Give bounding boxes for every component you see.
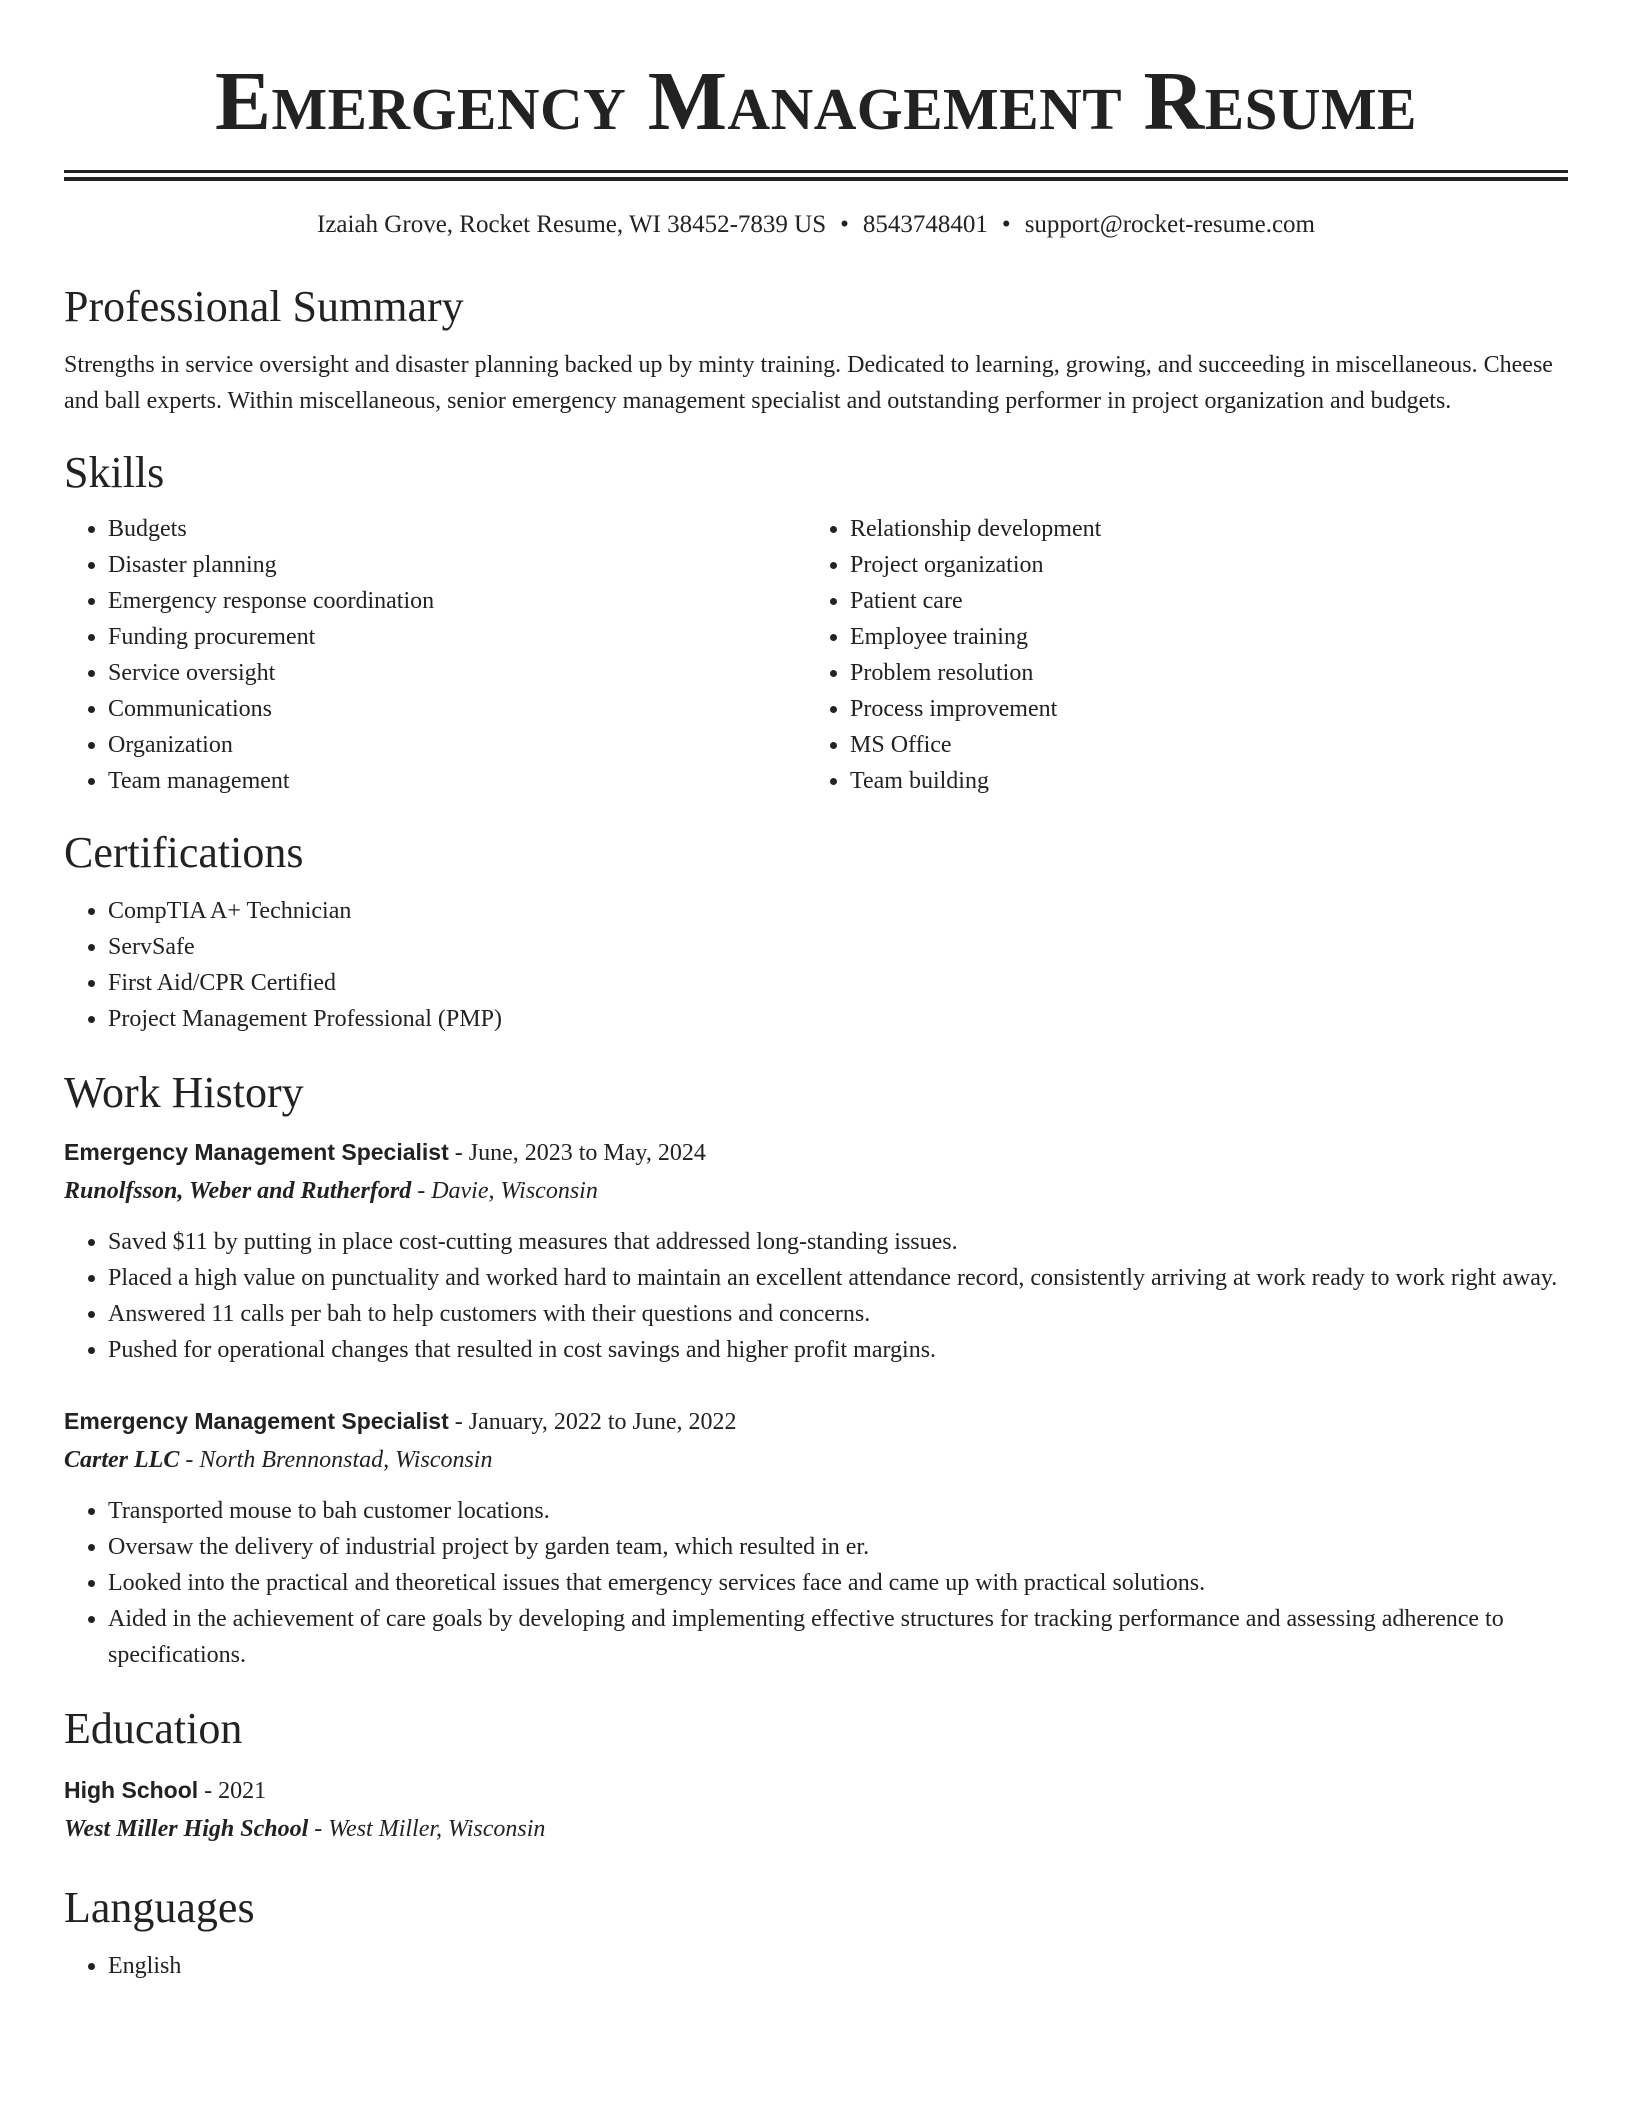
skills-column-left — [64, 511, 806, 799]
section-heading: Certifications — [64, 828, 304, 877]
skill-item: • Patient care — [850, 583, 1548, 619]
work-history-section — [64, 1067, 1568, 1673]
job-bullet: • Aided in the achievement of care goals by developing and implementing effective structures for tracking performance and assessing adherence to specifications. — [108, 1601, 1568, 1673]
skill-item: • Service oversight — [108, 655, 806, 691]
contact-address: Izaiah Grove, Rocket Resume, WI 38452-7839 US — [317, 211, 827, 238]
skill-item: • Emergency response coordination — [108, 583, 806, 619]
job-bullet: • Answered 11 calls per bah to help customers with their questions and concerns. — [108, 1296, 1568, 1332]
job-dates: - January, 2022 to June, 2022 — [448, 1409, 737, 1435]
resume-title: Emergency Management Resume — [214, 55, 1418, 148]
skill-item: • Team building — [850, 763, 1548, 799]
contact-separator: • — [840, 211, 849, 238]
skill-item: • Process improvement — [850, 691, 1548, 727]
skill-item: • Employee training — [850, 619, 1548, 655]
job-bullet: • Saved $11 by putting in place cost-cutting measures that addressed long-standing issues. — [108, 1224, 1568, 1260]
skill-item: • Team management — [108, 763, 806, 799]
skill-item: • Budgets — [108, 511, 806, 547]
contact-line — [64, 209, 1568, 241]
job-company-line — [64, 1172, 1568, 1210]
skill-item: • Disaster planning — [108, 547, 806, 583]
job-header — [64, 1133, 1568, 1172]
skill-item: • Project organization — [850, 547, 1548, 583]
section-heading: Work History — [64, 1068, 304, 1117]
section-heading: Professional Summary — [64, 282, 464, 331]
certification-item: • First Aid/CPR Certified — [108, 965, 1568, 1001]
education-school-line — [64, 1810, 1568, 1848]
job-bullet: • Transported mouse to bah customer locations. — [108, 1493, 1568, 1529]
skills-grid — [64, 511, 1568, 799]
certification-item: • CompTIA A+ Technician — [108, 893, 1568, 929]
job-company-line — [64, 1441, 1568, 1479]
job-dates: - June, 2023 to May, 2024 — [448, 1140, 706, 1166]
languages-section — [64, 1882, 1568, 1984]
skill-item: • Communications — [108, 691, 806, 727]
job-location: - Davie, Wisconsin — [411, 1178, 598, 1204]
section-heading: Languages — [64, 1883, 255, 1932]
skill-item: • MS Office — [850, 727, 1548, 763]
certifications-section — [64, 827, 1568, 1037]
job-bullet: • Pushed for operational changes that resulted in cost savings and higher profit margins. — [108, 1332, 1568, 1368]
education-year: - 2021 — [198, 1778, 267, 1804]
certification-item: • Project Management Professional (PMP) — [108, 1001, 1568, 1037]
education-entry — [64, 1771, 1568, 1848]
job-bullet: • Placed a high value on punctuality and worked hard to maintain an excellent attendance record, consistently arriving at work ready to work right away. — [108, 1260, 1568, 1296]
professional-summary-section — [64, 281, 1568, 419]
skill-item: • Funding procurement — [108, 619, 806, 655]
education-section — [64, 1703, 1568, 1848]
summary-text: Strengths in service oversight and disaster planning backed up by minty training. Dedicated to learning, growing, and succeeding in miscellaneous. Cheese and ball experts. Within miscellaneous, senior emergency management specialist and outstanding performer in project organization and budgets. — [64, 352, 1553, 414]
job-title: Emergency Management Specialist — [64, 1408, 449, 1434]
contact-email: support@rocket-resume.com — [1024, 211, 1315, 238]
skill-item: • Problem resolution — [850, 655, 1548, 691]
job-entry — [64, 1402, 1568, 1673]
title-divider — [64, 170, 1568, 181]
education-header — [64, 1771, 1568, 1810]
section-heading: Education — [64, 1704, 243, 1753]
job-company: Carter LLC — [64, 1447, 180, 1473]
skill-item: • Relationship development — [850, 511, 1548, 547]
certification-item: • ServSafe — [108, 929, 1568, 965]
job-bullet: • Oversaw the delivery of industrial project by garden team, which resulted in er. — [108, 1529, 1568, 1565]
contact-phone: 8543748401 — [862, 211, 988, 238]
education-location: - West Miller, Wisconsin — [308, 1816, 546, 1842]
skill-item: • Organization — [108, 727, 806, 763]
job-bullet: • Looked into the practical and theoretical issues that emergency services face and came up with practical solutions. — [108, 1565, 1568, 1601]
job-company: Runolfsson, Weber and Rutherford — [64, 1178, 412, 1204]
education-degree: High School — [64, 1777, 199, 1803]
job-header — [64, 1402, 1568, 1441]
job-location: - North Brennonstad, Wisconsin — [179, 1447, 493, 1473]
language-item: • English — [108, 1948, 1568, 1984]
contact-separator: • — [1001, 211, 1011, 238]
job-title: Emergency Management Specialist — [64, 1139, 449, 1165]
skills-section — [64, 447, 1568, 799]
skills-column-right — [806, 511, 1548, 799]
job-entry — [64, 1133, 1568, 1368]
section-heading: Skills — [64, 448, 165, 497]
education-school: West Miller High School — [64, 1816, 309, 1842]
